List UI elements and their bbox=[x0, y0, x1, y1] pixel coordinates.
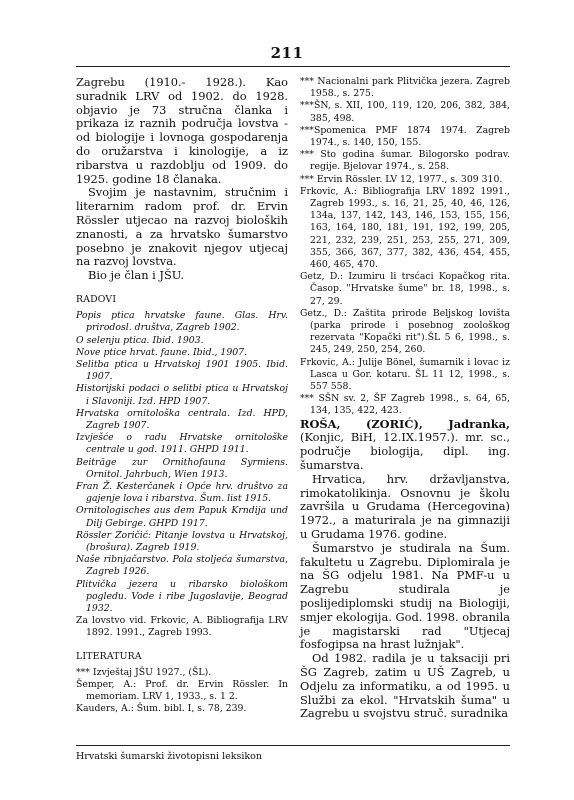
entry-paragraph: Šumarstvo je studirala na Šum. fakultetu u Zagrebu. Diplomirala je na ŠG odjelu 1981. Na PMF-u u Zagrebu studirala je poslijediplomski studij na Biologiji, smjer ekologija. God. 1998. obranila je magistarski rad "Utjecaj fosfogipsa na hrast lužnjak". bbox=[300, 540, 511, 652]
right-column bbox=[300, 76, 510, 721]
literatura-item: Getz., D.: Zaštita prirode Beljskog lovišta (parka prirode i posebnog zoološkog rezervata "Kopački rit").ŠL 5 6, 1998., s. 245, 249, 250, 254, 260. bbox=[300, 307, 510, 356]
literatura-item: Frkovic, A.: Julije Bönel, šumarnik i lovac iz Lasca u Gor. kotaru. ŠL 11 12, 1998., s. 557 558. bbox=[300, 356, 510, 393]
literatura-item: *** Nacionalni park Plitvička jezera. Zagreb 1958., s. 275. bbox=[300, 76, 510, 100]
literatura-item: ***ŠN, s. XII, 100, 119, 120, 206, 382, 384, 385, 498. bbox=[300, 100, 510, 124]
radovi-item: Popis ptica hrvatske faune. Glas. Hrv. prirodosl. društva, Zagreb 1902. bbox=[76, 310, 288, 334]
radovi-item: Izvješće o radu Hrvatske ornitološke centrale u god. 1911. GHPD 1911. bbox=[76, 432, 288, 456]
left-column bbox=[76, 76, 288, 716]
page-number: 211 bbox=[270, 44, 304, 62]
literatura-item: *** Izvještaj JŠU 1927., (ŠL). bbox=[76, 666, 212, 678]
radovi-item: Selitba ptica u Hrvatskoj 1901 1905. Ibid. 1907. bbox=[76, 358, 288, 383]
bio-paragraph: Zagrebu (1910.- 1928.). Kao suradnik LRV od 1902. do 1928. objavio je 73 stručna članka i prikaza iz raznih područja lovstva - od biologije i lovnoga gospodarenja do oružarstva i kinologije, a iz ribarstva u razdoblju od 1909. do 1925. godine 18 članaka. bbox=[76, 75, 288, 186]
entry-header bbox=[300, 418, 510, 473]
bio-paragraph: Svojim je nastavnim, stručnim i literarnim radom prof. dr. Ervin Rössler utjecao na razvoj bioloških znanosti, a za hrvatsko šumarstvo posebno je znakovit njegov utjecaj na razvoj lovstva. bbox=[76, 185, 288, 269]
radovi-heading: RADOVI bbox=[76, 293, 117, 305]
radovi-item: Naše ribnjačarstvo. Pola stoljeća šumarstva, Zagreb 1926. bbox=[76, 554, 288, 578]
entry-paragraph: Od 1982. radila je u taksaciji pri ŠG Zagreb, zatim u UŠ Zagreb, u Odjelu za informatiku, a od 1995. u Službi za ekol. "Hrvatskih šuma" u Zagrebu u svojstvu struč. suradnika bbox=[300, 651, 510, 721]
literatura-item: Šemper, A.: Prof. dr. Ervin Rössler. In memoriam. LRV 1, 1933., s. 1 2. bbox=[76, 679, 288, 703]
literatura-heading: LITERATURA bbox=[76, 650, 142, 662]
literatura-item: *** SŠN sv. 2, ŠF Zagreb 1998., s. 64, 65, 134, 135, 422, 423. bbox=[300, 393, 510, 417]
literatura-item: Getz, D.: Izumiru li trsćaci Kopačkog rita. Časop. "Hrvatske šume" br. 18, 1998., s. 27, 29. bbox=[300, 271, 510, 307]
entry-paragraph: Hrvatica, hrv. državljanstva, rimokatolikinja. Osnovnu je školu završila u Grudama (Hercegovina) 1972., a maturirala je na gimnaziji u Grudama 1976. godine. bbox=[300, 471, 510, 542]
radovi-item: Fran Ž. Kesterčanek i Opće hrv. društvo za gajenje lova i ribarstva. Šum. list 1915. bbox=[76, 481, 288, 505]
entry-name: ROŠA, (ZORIĆ), Jadranka, bbox=[300, 416, 510, 431]
radovi-item: Historijski podaci o selitbi ptica u Hrvatskoj i Slavoniji. Izd. HPD 1907. bbox=[76, 383, 288, 407]
radovi-item: Nove ptice hrvat. faune. Ibid., 1907. bbox=[76, 346, 248, 358]
footer-text: Hrvatski šumarski životopisni leksikon bbox=[76, 751, 263, 762]
literatura-item: Kauders, A.: Šum. bibl. I, s. 78, 239. bbox=[76, 703, 247, 715]
footer-rule bbox=[76, 745, 510, 746]
literatura-item: Frkovic, A.: Bibliografija LRV 1892 1991., Zagreb 1993., s. 16, 21, 25, 40, 46, 126, 134a, 137, 142, 143, 146, 153, 155, 156, 163, 164, 180, 181, 191, 192, 199, 205, 221, 232, 239, 251, 253, 255, 271, 309, 355, 366, 367, 377, 382, 436, 454, 455, 460, 465, 470. bbox=[300, 185, 510, 271]
entry-header-details: (Konjic, BiH, 12.IX.1957.). mr. sc., područje biologija, dipl. ing. šumarstva. bbox=[300, 430, 510, 473]
radovi-item: Hrvatska ornitološka centrala. Izd. HPD, Zagreb 1907. bbox=[76, 407, 288, 431]
literatura-list bbox=[76, 667, 288, 716]
radovi-item: Ornitologisches aus dem Papuk Krndija und Dilj Gebirge. GHPD 1917. bbox=[76, 505, 288, 529]
radovi-item: Plitvička jezera u ribarsko biološkom pogledu. Vode i ribe Jugoslavije, Beograd 1932. bbox=[76, 578, 288, 615]
literatura-continued-list bbox=[300, 76, 510, 418]
literatura-item: *** Sto godina šumar. Bilogorsko podrav. regije. Bjelovar 1974., s. 258. bbox=[300, 149, 510, 173]
radovi-item: Beiträge zur Ornithofauna Syrmiens. Ornitol. Jahrbuch, Wien 1913. bbox=[76, 456, 288, 480]
radovi-item: Rössler Zoričić: Pitanje lovstva u Hrvatskoj, (brošura). Zagreb 1919. bbox=[76, 529, 288, 554]
literatura-item: ***Spomenica PMF 1874 1974. Zagreb 1974., s. 140, 150, 155. bbox=[300, 124, 510, 149]
header-rule bbox=[76, 66, 510, 67]
literatura-item: *** Ervin Rössler. LV 12, 1977., s. 309 310. bbox=[300, 173, 503, 185]
bio-paragraph: Bio je član i JŠU. bbox=[88, 268, 184, 283]
radovi-list bbox=[76, 310, 288, 639]
radovi-item: O selenju ptica. Ibid. 1903. bbox=[76, 334, 204, 346]
radovi-item: Za lovstvo vid. Frkovic, A. Bibliografija LRV 1892. 1991., Zagreb 1993. bbox=[76, 615, 288, 639]
